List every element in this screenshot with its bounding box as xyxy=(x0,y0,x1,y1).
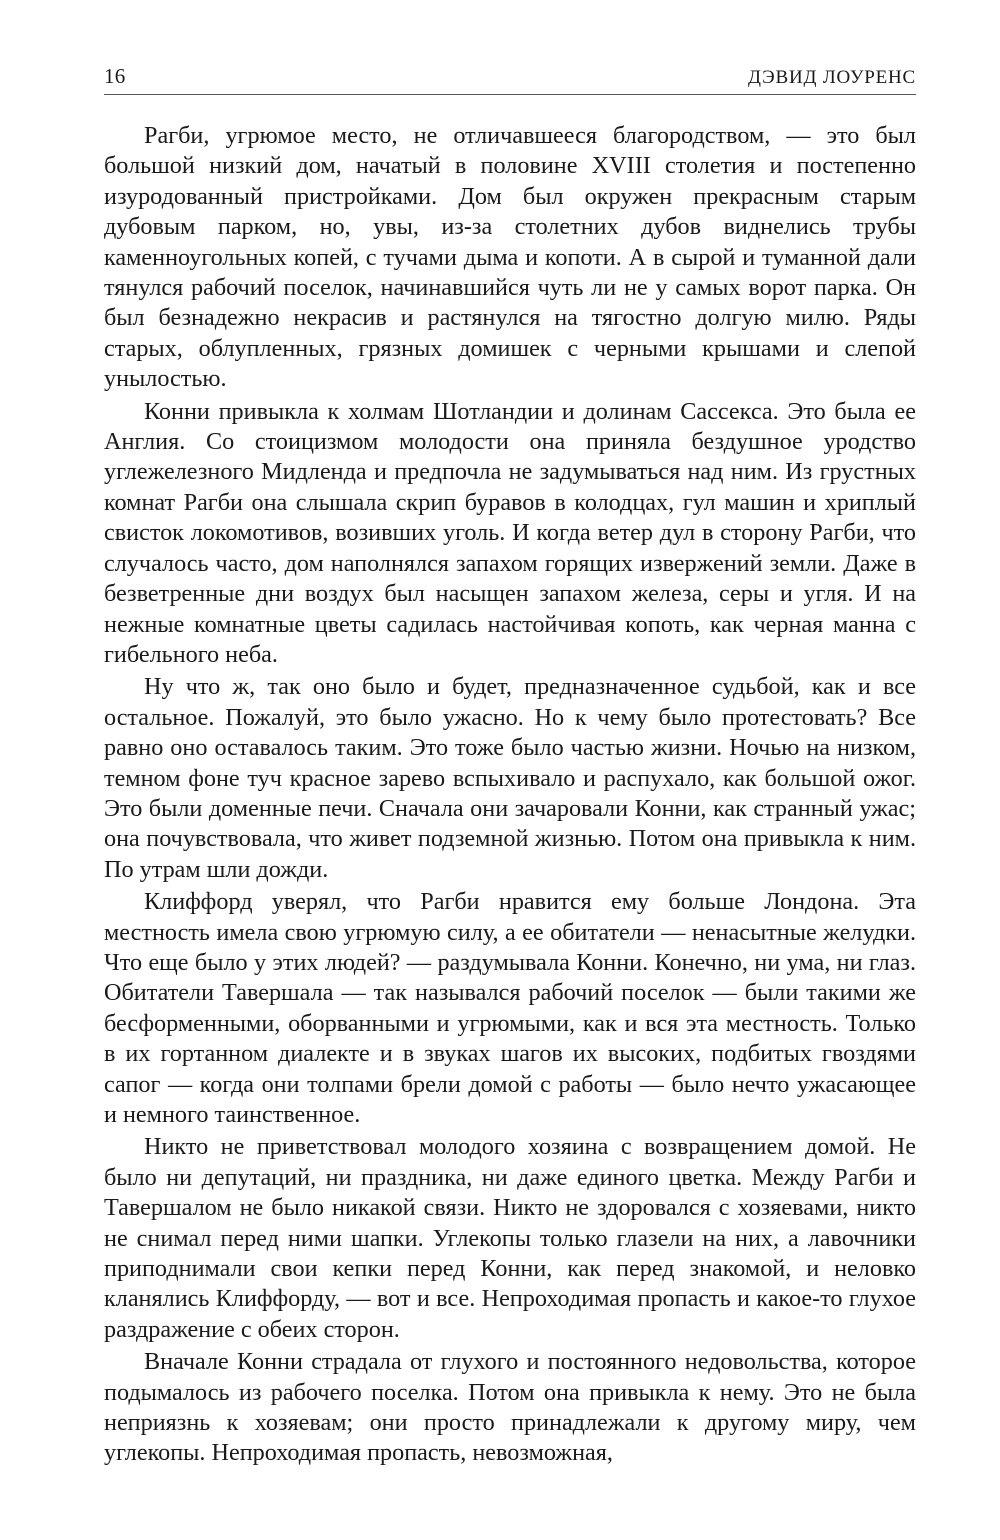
paragraph: Рагби, угрюмое место, не отличавшееся благородством, — это был большой низкий дом, начатый в половине XVIII столетия и постепенно изуродованный пристройками. Дом был окружен прекрасным старым дубовым парком, но, увы, из-за столетних дубов виднелись трубы каменноугольных копей, с тучами дыма и копоти. А в сырой и туманной дали тянулся рабочий поселок, начинавшийся чуть ли не у самых ворот парка. Он был безнадежно некрасив и растянулся на тягостно долгую милю. Ряды старых, облупленных, грязных домишек с черными крышами и слепой унылостью. xyxy=(104,122,916,393)
book-page xyxy=(104,64,916,1469)
author-name: ДЭВИД ЛОУРЕНС xyxy=(747,67,916,88)
paragraph: Клиффорд уверял, что Рагби нравится ему больше Лондона. Эта местность имела свою угрюмую силу, а ее обитатели — ненасытные желудки. Что еще было у этих людей? — раздумывала Конни. Конечно, ни ума, ни глаз. Обитатели Тавершала — так назывался рабочий поселок — были такими же бесформенными, оборванными и угрюмыми, как и вся эта местность. Только в их гортанном диалекте и в звуках шагов их высоких, подбитых гвоздями сапог — когда они толпами брели домой с работы — было нечто ужасающее и немного таинственное. xyxy=(104,888,916,1128)
page-number: 16 xyxy=(104,64,126,88)
paragraph: Ну что ж, так оно было и будет, предназначенное судьбой, как и все остальное. Пожалуй, это было ужасно. Но к чему было протестовать? Все равно оно оставалось таким. Это тоже было частью жизни. Ночью на низком, темном фоне туч красное зарево вспыхивало и распухало, как большой ожог. Это были доменные печи. Сначала они зачаровали Конни, как странный ужас; она почувствовала, что живет подземной жизнью. Потом она привыкла к ним. По утрам шли дожди. xyxy=(104,673,916,883)
paragraph: Конни привыкла к холмам Шотландии и долинам Сассекса. Это была ее Англия. Со стоицизмом молодости она приняла бездушное уродство углежелезного Мидленда и предпочла не задумываться над ним. Из грустных комнат Рагби она слышала скрип буравов в колодцах, гул машин и хриплый свисток локомотивов, возивших уголь. И когда ветер дул в сторону Рагби, что случалось часто, дом наполнялся запахом горящих извержений земли. Даже в безветренные дни воздух был насыщен запахом железа, серы и угля. И на нежные комнатные цветы садилась настойчивая копоть, как черная манна с гибельного неба. xyxy=(104,397,916,668)
paragraph: Вначале Конни страдала от глухого и постоянного недовольства, которое подымалось из рабочего поселка. Потом она привыкла к нему. Это не была неприязнь к хозяевам; они просто принадлежали к другому миру, чем углекопы. Непроходимая пропасть, невозможная, xyxy=(104,1348,916,1467)
paragraph: Никто не приветствовал молодого хозяина с возвращением домой. Не было ни депутаций, ни праздника, ни даже единого цветка. Между Рагби и Тавершалом не было никакой связи. Никто не здоровался с хозяевами, никто не снимал перед ними шапки. Углекопы только глазели на них, а лавочники приподнимали свои кепки перед Конни, как перед знакомой, и неловко кланялись Клиффорду, — вот и все. Непроходимая пропасть и какое-то глухое раздражение с обеих сторон. xyxy=(104,1133,916,1343)
body-text xyxy=(104,121,916,1469)
running-header xyxy=(104,64,916,95)
